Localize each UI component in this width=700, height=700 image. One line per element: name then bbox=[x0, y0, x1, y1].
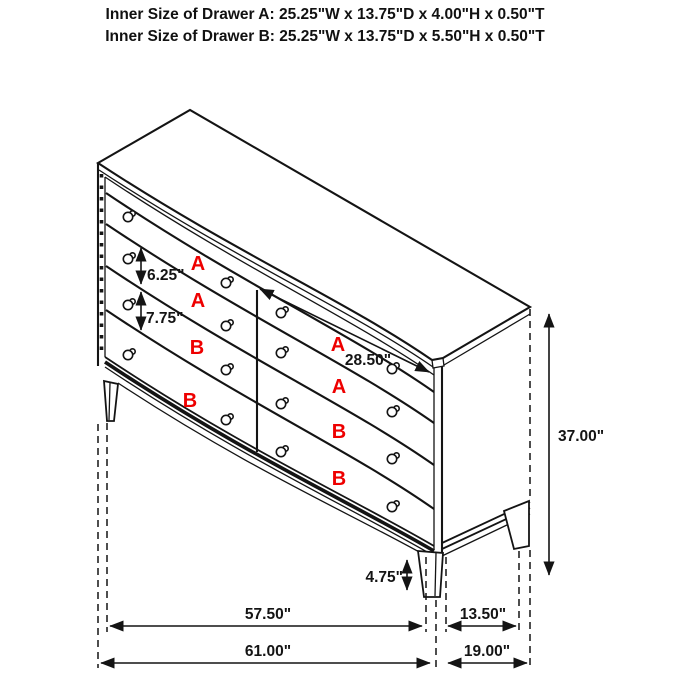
drawer-label: B bbox=[189, 337, 205, 359]
drawer-knob bbox=[123, 211, 135, 222]
dimension-labels bbox=[146, 267, 604, 660]
drawer-knob bbox=[221, 320, 233, 331]
dim-overall-height: 37.00" bbox=[558, 428, 605, 445]
dim-drawer-width: 28.50" bbox=[344, 352, 392, 369]
drawer-knob bbox=[276, 398, 288, 409]
front-left-leg bbox=[104, 381, 118, 421]
drawer-knob bbox=[123, 253, 135, 264]
drawer-knob bbox=[276, 446, 288, 457]
legs bbox=[104, 381, 529, 597]
drawer-a-inner-size: Inner Size of Drawer A: 25.25"W x 13.75"D x 4.00"H x 0.50"T bbox=[105, 6, 545, 23]
dresser-case bbox=[98, 110, 530, 597]
drawer-knob bbox=[387, 501, 399, 512]
drawer-knob bbox=[276, 347, 288, 358]
front-apron-bottom bbox=[118, 383, 430, 558]
drawer-label: B bbox=[182, 390, 198, 412]
drawer-knob bbox=[221, 277, 233, 288]
dim-width-between-legs: 57.50" bbox=[244, 606, 292, 623]
dim-drawer-b-height: 7.75" bbox=[146, 310, 184, 327]
drawer-label: A bbox=[190, 253, 206, 275]
drawer-label: A bbox=[330, 334, 346, 356]
drawer-label: A bbox=[190, 290, 206, 312]
dim-overall-depth: 19.00" bbox=[463, 643, 511, 660]
dim-depth-between-legs: 13.50" bbox=[459, 606, 507, 623]
drawer-knob bbox=[221, 414, 233, 425]
front-right-leg bbox=[418, 551, 443, 597]
drawer-knob bbox=[387, 453, 399, 464]
drawer-knob bbox=[221, 364, 233, 375]
drawer-knob bbox=[123, 299, 135, 310]
dim-leg-height: 4.75" bbox=[365, 569, 403, 586]
drawer-knob bbox=[276, 307, 288, 318]
drawer-label: A bbox=[331, 376, 347, 398]
drawer-label: B bbox=[331, 468, 347, 490]
drawer-b-inner-size: Inner Size of Drawer B: 25.25"W x 13.75"D x 5.50"H x 0.50"T bbox=[105, 28, 545, 45]
drawer-knob bbox=[387, 406, 399, 417]
drawer-knob bbox=[123, 349, 135, 360]
dim-overall-width: 61.00" bbox=[244, 643, 292, 660]
drawer-label: B bbox=[331, 421, 347, 443]
back-right-leg bbox=[504, 501, 529, 549]
bottom-rail bbox=[105, 357, 434, 558]
dim-drawer-a-height: 6.25" bbox=[147, 267, 185, 284]
